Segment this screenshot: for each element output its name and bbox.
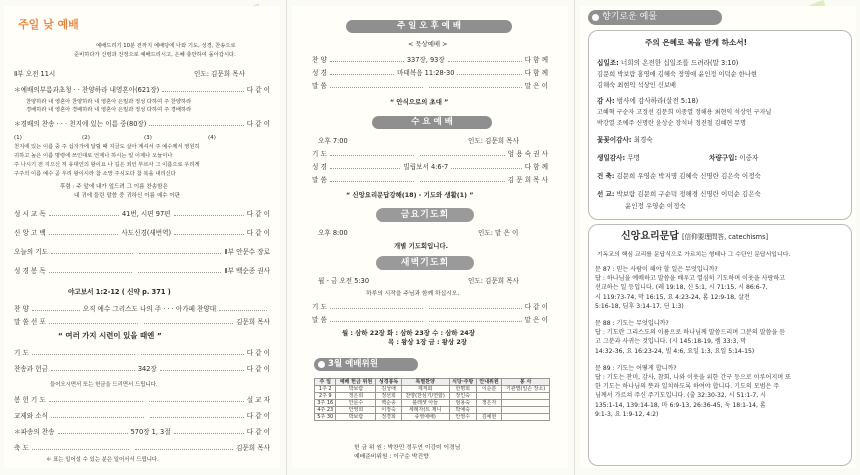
order-detail: 사도신경(새번역) (121, 229, 172, 237)
table-cell: 장인숙 (449, 393, 476, 400)
table-row (315, 393, 550, 400)
intro-line: 예배드리기 10분 전까지 예배당에 나와 기도, 성경, 찬송으로 (96, 43, 236, 49)
order-label: 성 경 (312, 69, 327, 77)
order-row (14, 365, 270, 373)
order-row (14, 248, 270, 256)
order-person: 다 같 이 (246, 210, 271, 218)
order-detail: 오직 예수 그리스도 나의 주 · · · 아가페 찬양대 (82, 305, 217, 313)
order-person: 맡 은 이 (524, 316, 548, 324)
dotted-leader (429, 303, 522, 309)
grace-title: 주의 은혜로 복을 받게 하소서! (645, 38, 748, 47)
dotted-leader (448, 56, 522, 62)
order-label: 신 앙 고 백 (14, 229, 46, 237)
order-row (14, 318, 270, 326)
service-leader: 인도: 김문희 목사 (194, 70, 246, 78)
catechism-answer-line: 선교하는 일 등입니다. (레 19:18, 신 5:1, 시 71:15, 시 86:6-7, (595, 284, 768, 292)
order-row (14, 305, 270, 313)
order-row (14, 229, 270, 237)
table-cell: 안문수 (336, 400, 376, 407)
committee-table (314, 378, 550, 421)
fold-line (286, 0, 287, 475)
offering-note: 들어오시면서 또는 헌금을 드리면서 드립니다. (50, 382, 158, 388)
offerings-title: 향기로운 예물 (588, 10, 722, 25)
table-cell (476, 393, 501, 400)
table-cell: 기관별(일손 장소) (502, 386, 550, 393)
building-line: 건 축: 김문희 우영순 박지명 김혜숙 신명란 김은숙 이정숙 (597, 172, 761, 180)
table-row (315, 414, 550, 421)
catechism-item (589, 319, 851, 364)
table-cell: 2주 9 (315, 393, 336, 400)
intro-line: 준비하다가 신령과 진정으로 예배드리시고, 은혜 충만하여 돌아갑시다. (74, 52, 236, 58)
order-detail: 570장 1, 3절 (130, 428, 171, 436)
catechism-answer-line: 답 : 기도란 그리스도의 이름으로 하나님께 말씀드리며 그분의 말씀을 듣 (595, 329, 786, 337)
mission-line: 선 교: 박보람 김문희 구순덕 정해경 신명란 이덕순 김은숙 (597, 190, 761, 198)
dawn-schedule: 목 : 왕상 1장 금 : 왕상 2장 (388, 338, 467, 346)
footnote: ＊ 표는 일어설 수 있는 분은 일어서서 드립니다. (46, 457, 159, 463)
order-row: ＊예배의부름과초청 · · 찬양하라 내영혼아(621장) 다 같 이 (14, 86, 270, 94)
order-row (14, 444, 270, 452)
dotted-leader (330, 303, 423, 309)
dotted-leader (150, 412, 243, 418)
table-header-cell: 특별찬양 (401, 379, 449, 386)
table-cell: 쥬영예배) (401, 414, 449, 421)
order-detail: 41번, 시편 97편 (121, 210, 171, 218)
dotted-leader (420, 176, 504, 182)
order-detail: 빌립보서 4:6-7 (403, 163, 449, 171)
order-person: 다 같 이 (246, 229, 271, 237)
dotted-leader (330, 82, 423, 88)
dotted-leader (330, 163, 401, 169)
order-row (14, 349, 270, 357)
dotted-leader (49, 267, 132, 273)
order-row (14, 267, 270, 275)
table-cell: 이정숙 (376, 407, 401, 414)
dotted-leader (429, 316, 522, 322)
verse-number: (3) (144, 135, 152, 141)
catechism-answer-line: 고 그분과 사귀는 것입니다. (시 145:18-19, 렘 33:3, 막 (595, 338, 747, 346)
table-header-cell: 예배 헌금 위원 (336, 379, 376, 386)
dotted-leader (51, 365, 135, 371)
order-row (14, 210, 270, 218)
order-label: 기 도 (312, 150, 327, 158)
dotted-leader (429, 82, 522, 88)
dotted-leader (420, 150, 504, 156)
refrain-line: 내 귀에 들린 말씀 중 귀하신 이름 예수 이판 (74, 193, 181, 199)
table-header-cell: 봉 사 (502, 379, 550, 386)
order-label: 말 씀 선 포 (14, 318, 46, 326)
table-row (315, 386, 550, 393)
catechism-question: 문 88 : 기도는 무엇입니까? (595, 320, 669, 328)
dotted-leader (330, 150, 414, 156)
table-cell: 블레셋 아들 (401, 400, 449, 407)
order-detail: 마태복음 11:28-30 (397, 69, 455, 77)
catechism-answer-line: 시 119:73-74, 막 16:15, 요 4:23-24, 롬 12:9-18, 살전 (595, 293, 750, 301)
flower-line: 꽃꽂이감사: 최경숙 (597, 136, 653, 144)
order-person: 김문희 목사 (236, 318, 271, 326)
lyric-line: 찬양하라 내 영혼아 찬양하라 내 영혼아 은밀과 정성 다하여 주 찬양하라 (26, 99, 192, 105)
dawn-time: 월 - 금 오전 5:30 (318, 277, 370, 285)
order-row (312, 176, 548, 184)
order-label: 기 도 (312, 303, 327, 311)
hymn-line: 주 나시기 전 지으신 저 유대인의 왕이요 나 길은 죄인 부르사 그 이름으로 우리게 (14, 162, 200, 168)
catechism-answer-line: 135:1-14, 139:14-18, 마 6:9-13, 26:36-45, 눅 18:1-14, 롬 (595, 401, 766, 409)
catechism-answer-line: 답 : 기도는 찬미, 감사, 참회, 나와 이웃을 위한 간구 등으로 이루어지며 또 (595, 374, 791, 382)
dotted-leader (49, 318, 138, 324)
table-cell: 안영희 (336, 407, 376, 414)
order-row (14, 396, 270, 404)
table-row (315, 407, 550, 414)
friday-time: 오후 8:00 (318, 229, 348, 237)
table-cell: 한명희 (449, 386, 476, 393)
march-committee-title: 3월 예배위원 (314, 358, 418, 371)
dotted-leader (32, 444, 130, 450)
thanks-line: 감 사: 범사에 감사하라(살전 5:18) (597, 97, 699, 105)
dotted-leader (330, 176, 414, 182)
order-detail: 337장, 93장 (406, 56, 445, 64)
thanks-names: 박강열 조예주 신명란 윤상순 장석녀 정진철 김혜현 무명 (597, 120, 746, 127)
table-cell: 김예현 (476, 414, 501, 421)
dawn-note: 하루의 시작을 주님과 함께 하십시오. (366, 291, 460, 297)
table-cell: 박보람 (336, 414, 376, 421)
order-detail: 342장 (137, 365, 157, 373)
order-label: 축 도 (14, 444, 29, 452)
dotted-leader (51, 412, 144, 418)
order-label: 찬 양 (14, 305, 29, 313)
dotted-leader (330, 56, 404, 62)
dotted-leader (144, 318, 233, 324)
table-cell: 정은자 (476, 400, 501, 407)
table-cell: 3주 16 (315, 400, 336, 407)
order-label: 찬 양 (312, 56, 327, 64)
dotted-leader (219, 305, 267, 311)
order-person: Ⅱ부 백순종 권사 (224, 267, 270, 275)
dotted-leader (141, 349, 244, 355)
catechism-answer-line: 님께서 가르쳐 주신 주기도입니다. (출 32:30-32, 시 51:1-7, 시 (595, 392, 767, 400)
catechism-item (589, 364, 851, 427)
offerings-panel (580, 6, 856, 468)
dawn-leader: 인도: 김문희 목사 (468, 277, 520, 285)
table-cell (502, 400, 550, 407)
order-person: Ⅱ부 안문수 장로 (224, 248, 271, 256)
order-person: 다 같 이 (246, 365, 271, 373)
catechism-answer-line: 9:1-3, 요 1:9-12, 4:2) (595, 410, 659, 418)
hymn-line: 귀하고 높은 이름 명령에 쓰인대로 언제나 하시는 일 이제나 오늘이나 (14, 153, 173, 159)
table-cell: 정은희 (336, 393, 376, 400)
thanks-names: 고혜혁 구순자 고정선 김문희 이중열 정해용 최현익 석상인 구자닐 (597, 109, 772, 116)
order-person: 설 교 자 (246, 396, 270, 404)
order-label: 성 경 (312, 163, 327, 171)
hymn-line: 천지에 있는 이름 중 주 십자가에 달릴 때 지금도 살아 계셔서 주 예수께서 영원히 (14, 144, 200, 150)
dotted-leader (32, 349, 135, 355)
dotted-leader (160, 365, 244, 371)
order-label: 오늘의 기도 (14, 248, 48, 256)
order-row (14, 412, 270, 420)
catechism-question: 문 87 : 믿는 사람이 해야 할 일은 무엇입니까? (595, 266, 718, 273)
order-person: 말 은 이 (524, 82, 548, 90)
prep-committee: 예배준비위원 : 이구순 박진향 (354, 454, 429, 460)
wednesday-leader: 인도: 김문희 목사 (468, 137, 520, 145)
order-label: 말 씀 (312, 316, 327, 324)
catechism-item (589, 265, 851, 319)
order-person: 김문희 목사 (236, 444, 271, 452)
table-cell: 안영수 (449, 414, 476, 421)
dawn-prayer-title: 새벽기도회 (376, 256, 474, 270)
sunday-service-title: 주일 낮 예배 (18, 18, 79, 31)
friday-prayer-title: 금요기도회 (376, 208, 474, 222)
table-cell (476, 407, 501, 414)
friday-message: 개별 기도회입니다. (394, 242, 449, 250)
table-cell: 5주 30 (315, 414, 336, 421)
order-person: 김 문 희 목 사 (507, 176, 549, 184)
order-label: 기 도 (14, 349, 29, 357)
sunday-morning-panel (4, 6, 280, 468)
dotted-leader (139, 248, 221, 254)
order-person: 다 같 이 (246, 428, 270, 436)
order-row (312, 163, 548, 171)
table-cell: 박예숙 (449, 407, 476, 414)
dotted-leader (49, 396, 143, 402)
order-person: 다 같 이 (246, 349, 270, 357)
table-cell (502, 407, 550, 414)
dotted-leader (138, 267, 221, 273)
table-header-cell: 식당·주방 (449, 379, 476, 386)
order-person: 다 같 이 (246, 412, 271, 420)
refrain-line: 후렴 : 주 앞에 내가 엎드려 그 이름 찬송함은 (60, 184, 168, 190)
offerings-box (588, 30, 852, 220)
table-cell: 세례자(트 제니 (401, 407, 449, 414)
order-person: 다 함 께 (524, 56, 549, 64)
dotted-leader (330, 316, 423, 322)
table-cell: 김성애 (376, 386, 401, 393)
catechism-answer-line: 5:16-18, 딤후 3:14-17, 딘 1:3) (595, 302, 684, 310)
table-cell: 정선희 (376, 393, 401, 400)
offering-committee: 헌 금 위 원 : 박찬민 정두연 이강미 이경님 (354, 445, 461, 451)
order-row: ＊경배의 찬송 · · · 천지에 있는 이름 중(80장) 다 같 이 (14, 120, 270, 128)
scripture-reference: 야고보서 1:2-12 ( 신약 p. 371 ) (68, 288, 171, 296)
table-row (315, 400, 550, 407)
friday-leader: 인도: 맡 은 이 (478, 229, 519, 237)
hymn-line: 구주의 이름 예수 곧 우리 왕이시라 참 소망 주시도다 참 복을 내리신다 (14, 171, 176, 177)
order-label: 찬송과 헌금 (14, 365, 48, 373)
table-cell: 제직회 (401, 386, 449, 393)
verse-number: (1) (14, 135, 22, 141)
wednesday-time: 오후 7:00 (318, 137, 348, 145)
wednesday-message: “ 신앙요리문답강해(18) - 기도와 생활(1) ” (346, 191, 474, 199)
order-person: 다 함 께 (524, 69, 549, 77)
table-cell: 이순분 (476, 386, 501, 393)
table-cell: 4주 23 (315, 407, 336, 414)
dotted-leader (49, 210, 119, 216)
table-cell: 박보람 (336, 386, 376, 393)
order-label: ＊파송의 찬송 (14, 428, 55, 436)
dotted-leader (174, 210, 244, 216)
birthday-line: 생일감사: 무명 (597, 154, 640, 162)
dotted-leader (135, 444, 233, 450)
dawn-schedule: 월 : 삼하 22장 화 : 삼하 23장 수 : 삼하 24장 (342, 329, 475, 337)
verse-number: (4) (208, 135, 216, 141)
afternoon-subtitle: < 묵상예배 > (408, 40, 448, 48)
lyric-line: 경배하라 내 영혼아 경배하라 내 영혼아 은밀과 정성 다하여 주 경배하라 (26, 107, 192, 113)
order-row (312, 150, 548, 158)
catechism-answer-line: 답 : 하나님을 예배하고 말씀을 배우고 열심히 기도하며 이웃을 사랑하고 (595, 275, 786, 283)
mission-names: 윤인정 우영순 이정숙 (625, 202, 686, 210)
table-cell: 1주 2 (315, 386, 336, 393)
table-header-cell: 성경봉독 (376, 379, 401, 386)
fold-line (574, 0, 575, 475)
table-header-cell: 주 일 (315, 379, 336, 386)
order-label: 말 씀 (312, 176, 327, 184)
order-person: 다 함 께 (524, 163, 549, 171)
bullet-icon (318, 361, 325, 368)
catechism-intro: 기독교의 핵심 교리를 문답식으로 가르치는 형태나 그 수단인 문답서입니다. (597, 252, 791, 258)
table-cell (502, 393, 550, 400)
order-label: 봉 헌 기 도 (14, 396, 46, 404)
order-row (312, 316, 548, 324)
dotted-leader (149, 396, 243, 402)
order-label: 교제와 소식 (14, 412, 48, 420)
dotted-leader (49, 229, 119, 235)
tithe-line: 십일조: 너희의 온전한 십일조를 드려라(말 3:10) (597, 59, 739, 67)
order-row (312, 303, 548, 311)
order-label: 성 경 봉 독 (14, 267, 46, 275)
verse-number: (2) (82, 135, 90, 141)
order-row (312, 69, 548, 77)
weekly-services-panel (292, 6, 568, 468)
sermon-title: “ 여러 가지 시련이 있을 때엔 ” (58, 331, 162, 340)
table-cell: 정경희 (376, 414, 401, 421)
dotted-leader (457, 69, 521, 75)
service-time: Ⅱ부 오전 11시 (14, 70, 56, 78)
dotted-leader (51, 248, 133, 254)
order-person: 다 같 이 (524, 303, 548, 311)
catechism-answer-line: 한 기도는 하나님의 뜻과 일치하도록 하여야 합니다. 기도의 모범은 주 (595, 383, 780, 391)
dotted-leader (58, 428, 128, 434)
order-label: 말 씀 (312, 82, 327, 90)
table-header (315, 379, 550, 386)
catechism-question: 문 89 : 기도는 어떻게 합니까? (595, 364, 677, 372)
order-person: 엄 용 숙 권 사 (507, 150, 549, 158)
tithe-names: 김문희 박보람 홍영애 김혜숙 정영애 윤인정 이덕순 한나현 (597, 71, 757, 78)
dotted-leader (330, 69, 394, 75)
catechism-title: 신앙요리문답 [信仰要理問答, catechisms] (621, 231, 769, 242)
dotted-leader (32, 305, 80, 311)
order-label: 성 시 교 독 (14, 210, 46, 218)
table-header-cell: 안내위원 (476, 379, 501, 386)
table-cell: 엄용숙 (449, 400, 476, 407)
table-cell: 찬양(찬심기/연합) (401, 393, 449, 400)
afternoon-service-title: 주 일 오 후 예 배 (346, 20, 512, 33)
wednesday-service-title: 수 요 예 배 (372, 116, 492, 129)
tithe-names: 김해숙 최현익 석상인 신보배 (597, 82, 676, 89)
dotted-leader (451, 163, 522, 169)
catechism-box (588, 224, 852, 466)
car-line: 차량구입: 이중자 (709, 154, 759, 162)
afternoon-message: “ 안식으로의 초대 ” (390, 98, 449, 106)
order-row (312, 56, 548, 64)
order-row (14, 428, 270, 436)
dotted-leader (174, 229, 244, 235)
order-row (312, 82, 548, 90)
table-cell: 백순종 (376, 400, 401, 407)
table-cell (502, 414, 550, 421)
dotted-leader (174, 428, 244, 434)
catechism-answer-line: 14:32-36, 요 16:23-24, 빌 4:6, 요일 1:3, 요일 5:14-15) (595, 347, 755, 355)
